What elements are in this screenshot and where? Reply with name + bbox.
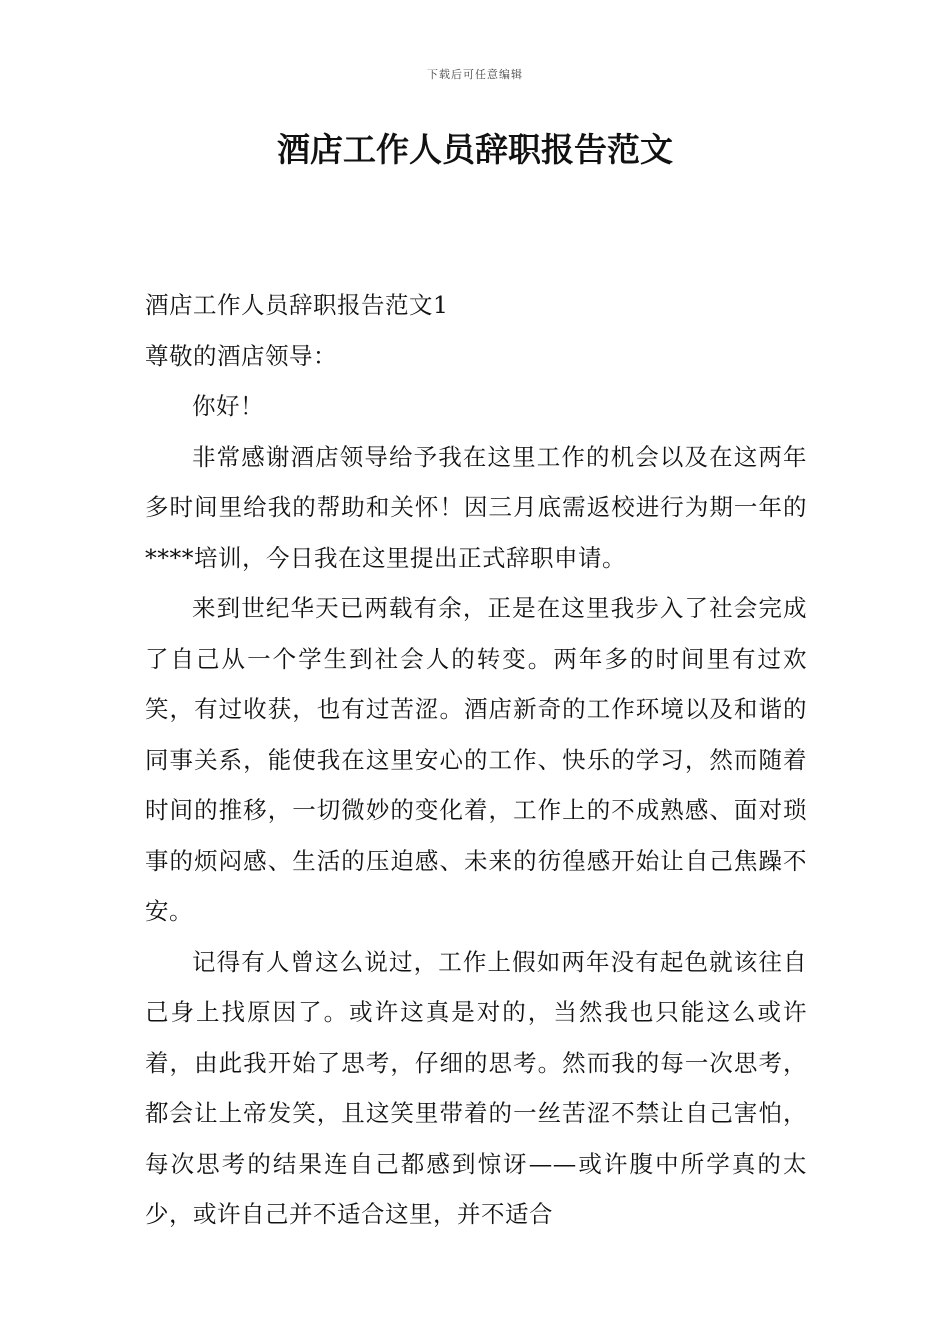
body-paragraph: 记得有人曾这么说过，工作上假如两年没有起色就该往自己身上找原因了。或许这真是对的，当然我也只能这么或许着，由此我开始了思考，仔细的思考。然而我的每一次思考，都会让上帝发笑，且这笑里带着的一丝苦涩不禁让自己害怕，每次思考的结果连自己都感到惊讶——或许腹中所学真的太少，或许自己并不适合这里，并不适合 (145, 947, 807, 1228)
document-body (145, 280, 807, 1240)
salutation: 尊敬的酒店领导： (145, 341, 337, 370)
body-paragraph: 来到世纪华天已两载有余，正是在这里我步入了社会完成了自己从一个学生到社会人的转变。两年多的时间里有过欢笑，有过收获，也有过苦涩。酒店新奇的工作环境以及和谐的同事关系，能使我在这里安心的工作、快乐的学习，然而随着时间的推移，一切微妙的变化着，工作上的不成熟感、面对琐事的烦闷感、生活的压迫感、未来的彷徨感开始让自己焦躁不安。 (145, 594, 807, 925)
section-heading: 酒店工作人员辞职报告范文1 (145, 291, 449, 319)
body-paragraph: 非常感谢酒店领导给予我在这里工作的机会以及在这两年多时间里给我的帮助和关怀！因三月底需返校进行为期一年的****培训，今日我在这里提出正式辞职申请。 (145, 442, 807, 572)
greeting: 你好！ (192, 392, 264, 420)
header-note: 下载后可任意编辑 (427, 68, 523, 81)
document-title: 酒店工作人员辞职报告范文 (277, 130, 673, 169)
